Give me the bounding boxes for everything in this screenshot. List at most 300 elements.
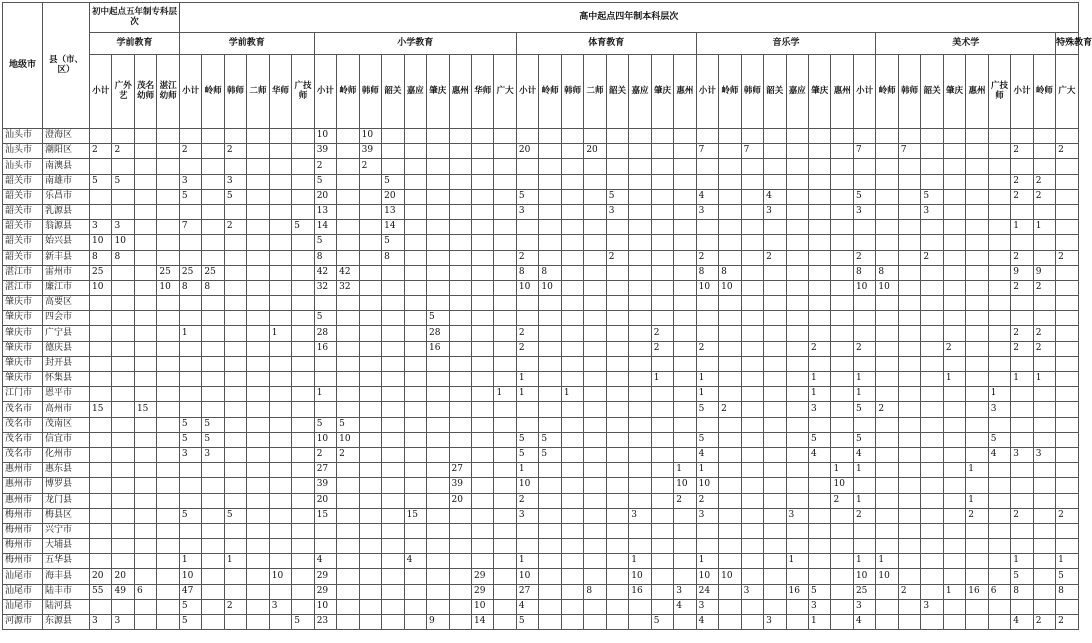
row-cell <box>988 129 1010 144</box>
row-cell <box>1033 235 1055 250</box>
row-cell <box>921 129 943 144</box>
row-cell <box>1056 432 1078 447</box>
row-cell: 3 <box>988 402 1010 417</box>
row-cell <box>831 280 853 295</box>
row-cell: 1 <box>494 387 516 402</box>
table-row <box>3 463 1079 478</box>
row-cell <box>831 387 853 402</box>
row-cell <box>337 402 359 417</box>
row-cell <box>292 326 314 341</box>
row-city: 茂名市 <box>3 402 43 417</box>
row-cell <box>1056 189 1078 204</box>
row-cell <box>898 189 920 204</box>
row-cell <box>921 220 943 235</box>
row-cell <box>134 326 156 341</box>
row-cell: 2 <box>1056 508 1078 523</box>
header-column-label: 韩师 <box>359 55 381 129</box>
row-cell <box>943 387 965 402</box>
row-county: 陆河县 <box>43 599 90 614</box>
row-cell: 9 <box>1033 265 1055 280</box>
row-cell <box>247 296 269 311</box>
row-cell <box>382 508 404 523</box>
row-county: 化州市 <box>43 447 90 462</box>
row-cell <box>988 372 1010 387</box>
row-cell <box>696 296 718 311</box>
row-cell <box>1033 387 1055 402</box>
row-cell <box>719 341 741 356</box>
row-cell <box>247 508 269 523</box>
row-cell <box>764 478 786 493</box>
row-cell <box>719 387 741 402</box>
row-cell: 1 <box>1011 220 1033 235</box>
row-cell: 42 <box>314 265 336 280</box>
row-cell <box>337 615 359 630</box>
row-city: 肇庆市 <box>3 372 43 387</box>
row-cell <box>898 250 920 265</box>
row-cell <box>1056 159 1078 174</box>
row-city: 肇庆市 <box>3 356 43 371</box>
row-cell <box>1033 493 1055 508</box>
row-cell <box>1011 539 1033 554</box>
row-cell: 10 <box>157 280 179 295</box>
row-cell <box>292 250 314 265</box>
row-cell <box>719 615 741 630</box>
row-cell <box>876 159 898 174</box>
header-column-label: 小计 <box>696 55 718 129</box>
row-cell <box>786 341 808 356</box>
row-cell <box>292 189 314 204</box>
row-cell <box>584 204 606 219</box>
row-cell <box>674 508 696 523</box>
table-row <box>3 250 1079 265</box>
row-cell <box>988 539 1010 554</box>
row-cell <box>606 280 628 295</box>
row-cell: 10 <box>314 129 336 144</box>
row-cell <box>876 356 898 371</box>
row-cell <box>898 326 920 341</box>
row-cell: 7 <box>898 144 920 159</box>
row-cell <box>202 554 224 569</box>
row-cell <box>674 523 696 538</box>
row-cell: 2 <box>651 326 673 341</box>
row-cell <box>112 508 134 523</box>
row-cell <box>741 387 763 402</box>
row-cell: 3 <box>764 204 786 219</box>
row-cell <box>471 493 493 508</box>
row-cell <box>561 204 583 219</box>
row-cell <box>269 463 291 478</box>
row-cell <box>112 599 134 614</box>
row-cell <box>853 296 875 311</box>
row-cell <box>786 189 808 204</box>
row-cell: 14 <box>471 615 493 630</box>
row-cell <box>516 235 538 250</box>
row-cell <box>449 280 471 295</box>
row-cell <box>674 417 696 432</box>
row-cell <box>651 508 673 523</box>
row-county: 高州市 <box>43 402 90 417</box>
row-cell <box>292 387 314 402</box>
row-cell <box>314 539 336 554</box>
row-cell: 1 <box>651 372 673 387</box>
header-column-label: 华师 <box>269 55 291 129</box>
row-cell <box>494 174 516 189</box>
row-cell <box>404 220 426 235</box>
header-column-label: 岭师 <box>719 55 741 129</box>
row-cell <box>966 129 988 144</box>
row-cell <box>494 493 516 508</box>
row-cell <box>269 478 291 493</box>
row-cell <box>1033 144 1055 159</box>
row-cell <box>494 250 516 265</box>
row-cell <box>584 372 606 387</box>
row-cell <box>719 584 741 599</box>
row-cell <box>337 508 359 523</box>
row-cell <box>561 478 583 493</box>
header-senior-subject: 音乐学 <box>696 33 876 55</box>
row-cell <box>247 554 269 569</box>
row-cell <box>359 463 381 478</box>
row-cell: 16 <box>629 584 651 599</box>
row-cell <box>943 478 965 493</box>
table-row <box>3 311 1079 326</box>
row-cell: 1 <box>853 554 875 569</box>
row-cell: 1 <box>853 387 875 402</box>
row-cell <box>471 204 493 219</box>
header-senior-group: 高中起点四年制本科层次 <box>179 3 1078 33</box>
row-cell <box>90 508 112 523</box>
row-cell <box>921 584 943 599</box>
row-cell <box>921 417 943 432</box>
row-cell <box>629 493 651 508</box>
row-cell <box>539 174 561 189</box>
row-cell: 10 <box>696 569 718 584</box>
row-cell <box>651 296 673 311</box>
row-cell: 1 <box>696 463 718 478</box>
header-column-label: 嘉应 <box>629 55 651 129</box>
row-cell <box>427 599 449 614</box>
row-cell <box>561 447 583 462</box>
row-cell <box>606 311 628 326</box>
row-cell <box>898 356 920 371</box>
row-cell <box>247 280 269 295</box>
row-cell <box>809 539 831 554</box>
row-cell <box>584 417 606 432</box>
row-cell <box>449 159 471 174</box>
row-cell: 3 <box>269 599 291 614</box>
row-cell <box>292 584 314 599</box>
row-cell <box>247 341 269 356</box>
row-cell <box>898 615 920 630</box>
row-cell <box>943 280 965 295</box>
row-cell: 42 <box>337 265 359 280</box>
row-cell <box>584 463 606 478</box>
row-county: 廉江市 <box>43 280 90 295</box>
row-cell <box>898 599 920 614</box>
row-city: 韶关市 <box>3 235 43 250</box>
row-cell <box>539 615 561 630</box>
row-cell: 5 <box>314 417 336 432</box>
row-cell <box>359 432 381 447</box>
row-cell <box>112 189 134 204</box>
row-cell <box>719 189 741 204</box>
row-cell: 1 <box>696 372 718 387</box>
row-cell <box>134 508 156 523</box>
row-cell <box>90 539 112 554</box>
row-cell: 39 <box>314 478 336 493</box>
row-cell <box>651 402 673 417</box>
row-cell <box>471 432 493 447</box>
row-cell <box>112 341 134 356</box>
row-cell <box>539 387 561 402</box>
row-cell <box>809 280 831 295</box>
row-cell: 5 <box>382 174 404 189</box>
row-cell <box>427 129 449 144</box>
row-cell <box>1033 539 1055 554</box>
row-cell <box>719 159 741 174</box>
row-cell <box>988 508 1010 523</box>
row-cell: 5 <box>516 615 538 630</box>
row-cell <box>561 250 583 265</box>
row-cell <box>90 311 112 326</box>
row-cell <box>651 432 673 447</box>
row-cell: 10 <box>696 478 718 493</box>
row-city: 河源市 <box>3 615 43 630</box>
header-senior-subject: 美术学 <box>876 33 1056 55</box>
row-cell <box>292 493 314 508</box>
row-cell: 27 <box>449 463 471 478</box>
row-cell <box>943 235 965 250</box>
row-cell <box>269 159 291 174</box>
row-cell <box>606 372 628 387</box>
table-row <box>3 569 1079 584</box>
row-cell <box>224 493 246 508</box>
row-cell <box>1033 508 1055 523</box>
row-cell <box>269 220 291 235</box>
row-cell <box>134 356 156 371</box>
row-cell <box>224 341 246 356</box>
row-county: 信宜市 <box>43 432 90 447</box>
row-cell <box>134 296 156 311</box>
row-cell <box>1033 599 1055 614</box>
row-cell <box>471 463 493 478</box>
row-county: 陆丰市 <box>43 584 90 599</box>
header-column-label: 茂名幼师 <box>134 55 156 129</box>
row-cell <box>741 402 763 417</box>
row-cell: 1 <box>516 387 538 402</box>
row-cell <box>471 387 493 402</box>
row-cell: 4 <box>404 554 426 569</box>
row-cell <box>337 463 359 478</box>
row-cell <box>809 311 831 326</box>
row-cell <box>404 432 426 447</box>
row-cell <box>1033 311 1055 326</box>
row-cell <box>202 372 224 387</box>
row-cell <box>719 432 741 447</box>
row-cell <box>651 129 673 144</box>
row-cell <box>674 174 696 189</box>
row-county: 始兴县 <box>43 235 90 250</box>
row-cell <box>561 432 583 447</box>
header-column-label: 嘉应 <box>404 55 426 129</box>
row-cell <box>494 341 516 356</box>
row-cell <box>786 144 808 159</box>
row-cell: 2 <box>112 144 134 159</box>
row-cell <box>90 463 112 478</box>
row-cell <box>112 387 134 402</box>
row-cell <box>202 615 224 630</box>
row-cell: 15 <box>404 508 426 523</box>
row-cell: 5 <box>314 174 336 189</box>
row-cell <box>1011 204 1033 219</box>
row-cell <box>112 478 134 493</box>
row-cell <box>876 144 898 159</box>
row-cell <box>1033 250 1055 265</box>
row-cell: 3 <box>741 584 763 599</box>
row-cell: 2 <box>764 250 786 265</box>
row-cell <box>809 356 831 371</box>
row-cell <box>629 174 651 189</box>
row-cell <box>539 144 561 159</box>
row-cell <box>561 311 583 326</box>
row-cell <box>674 372 696 387</box>
row-county: 南澳县 <box>43 159 90 174</box>
header-county: 县（市、区） <box>43 3 90 129</box>
row-cell <box>898 265 920 280</box>
row-cell <box>516 417 538 432</box>
row-cell <box>876 508 898 523</box>
row-cell <box>359 554 381 569</box>
row-cell <box>606 615 628 630</box>
row-cell: 2 <box>606 250 628 265</box>
row-cell <box>112 204 134 219</box>
row-cell: 4 <box>696 447 718 462</box>
header-column-label: 广技师 <box>988 55 1010 129</box>
header-city: 地级市 <box>3 3 43 129</box>
row-cell <box>359 265 381 280</box>
row-cell: 20 <box>449 493 471 508</box>
row-cell: 5 <box>337 417 359 432</box>
row-cell <box>202 144 224 159</box>
row-cell: 13 <box>382 204 404 219</box>
row-cell <box>292 144 314 159</box>
row-cell <box>943 129 965 144</box>
row-cell <box>719 539 741 554</box>
row-cell: 5 <box>292 220 314 235</box>
row-cell <box>404 615 426 630</box>
row-cell <box>674 402 696 417</box>
row-cell <box>786 523 808 538</box>
row-cell <box>966 296 988 311</box>
row-cell <box>921 235 943 250</box>
row-cell <box>719 356 741 371</box>
row-cell <box>674 432 696 447</box>
row-cell <box>898 204 920 219</box>
row-cell <box>606 326 628 341</box>
row-cell <box>1011 463 1033 478</box>
table-row <box>3 402 1079 417</box>
row-cell <box>898 341 920 356</box>
table-row <box>3 280 1079 295</box>
row-cell <box>584 432 606 447</box>
row-cell <box>134 493 156 508</box>
row-cell <box>876 478 898 493</box>
row-cell <box>898 372 920 387</box>
row-cell <box>471 159 493 174</box>
row-cell: 2 <box>966 508 988 523</box>
row-cell: 4 <box>314 554 336 569</box>
row-city: 肇庆市 <box>3 311 43 326</box>
row-cell <box>809 129 831 144</box>
row-cell <box>1056 447 1078 462</box>
row-cell <box>898 523 920 538</box>
row-cell <box>898 554 920 569</box>
row-cell <box>1033 554 1055 569</box>
header-column-label: 嘉应 <box>786 55 808 129</box>
row-cell <box>404 402 426 417</box>
row-cell <box>134 220 156 235</box>
row-cell <box>561 356 583 371</box>
row-cell <box>1033 204 1055 219</box>
row-cell <box>471 311 493 326</box>
row-cell: 2 <box>224 220 246 235</box>
row-cell <box>157 387 179 402</box>
row-cell <box>269 174 291 189</box>
row-city: 茂名市 <box>3 417 43 432</box>
row-cell <box>134 417 156 432</box>
row-cell <box>337 189 359 204</box>
row-cell: 10 <box>876 280 898 295</box>
row-cell <box>651 220 673 235</box>
row-cell <box>876 250 898 265</box>
row-cell <box>831 174 853 189</box>
row-cell <box>943 599 965 614</box>
row-cell: 2 <box>516 326 538 341</box>
row-cell <box>404 144 426 159</box>
row-cell <box>269 250 291 265</box>
row-cell <box>809 296 831 311</box>
table-row <box>3 417 1079 432</box>
row-cell <box>134 159 156 174</box>
row-cell <box>966 615 988 630</box>
row-cell: 1 <box>516 463 538 478</box>
row-cell <box>269 280 291 295</box>
row-cell <box>988 341 1010 356</box>
row-cell <box>853 174 875 189</box>
row-cell: 5 <box>314 311 336 326</box>
row-cell <box>449 356 471 371</box>
row-cell: 14 <box>382 220 404 235</box>
row-cell <box>1011 356 1033 371</box>
row-cell: 2 <box>1033 189 1055 204</box>
row-cell <box>629 615 651 630</box>
row-cell <box>921 508 943 523</box>
row-cell <box>516 159 538 174</box>
row-cell <box>786 402 808 417</box>
row-cell <box>831 508 853 523</box>
row-cell <box>741 189 763 204</box>
table-row <box>3 432 1079 447</box>
row-cell: 5 <box>988 432 1010 447</box>
row-cell <box>1033 569 1055 584</box>
row-cell <box>651 554 673 569</box>
row-cell: 4 <box>696 189 718 204</box>
row-cell <box>427 539 449 554</box>
header-column-label: 小计 <box>314 55 336 129</box>
row-cell <box>809 493 831 508</box>
row-cell <box>292 539 314 554</box>
row-cell <box>584 250 606 265</box>
